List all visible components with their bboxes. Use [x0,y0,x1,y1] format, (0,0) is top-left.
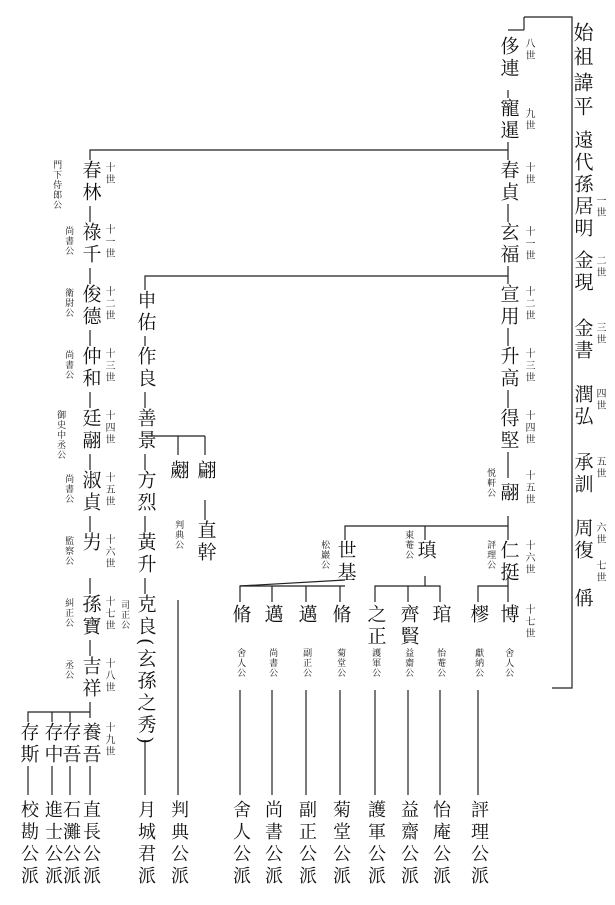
branch-7: 舍人公派 [230,800,251,888]
main-gen-5-name: 承訓 [571,452,594,496]
sixteenth-shiji: 世基 [334,540,357,584]
line2-gen15: 翮 [497,482,520,504]
main-gen-7-name: 偁 [571,588,594,610]
genealogy-chart: 始祖 諱平 遠代孫居明 一世 金現 二世 金書 三世 潤弘 四世 承訓 五世 周復 六世 偁 七世 侈連 八世 寵暹 九世 春貞 十世 玄福 十一世 宣用 十二世 升高 十三世 得堅 十四世 翮 十五世 悦軒公 春林 十世 門下侍郎公 祿千 十一世 尚書公 俊德 十二世 衛尉公 仲和 十三世 尚書公 廷翮 十四世 御史中丞公 淑貞 十五世 尚書公 屴 十六世 監察公 孫寶 十七世 糾正公 吉祥 十八世 丞公 養吾 十九世 存斯 存中 存吾 申佑 作良 善景 方烈 黃升 克良(玄孫之秀) 司正公 翽 判典公 翩 直幹 世基 松巖公 瑱 東菴公 仁挺 十六世 評理公 脩 舍人公 邁 尚書公 邁 副正公 脩 菊堂公 之正 護軍公 齊賢 益齋公 琯 怡菴公 樛 獻納公 博 十七世 舍人公 校勘公派 進士公派 石灘公派 直長公派 月城君派 判典公派 舍人公派 尚書公派 副正公派 菊堂公派 護軍公派 益齋公派 怡庵公派 評理公派 [0,0,615,905]
son-cunsi: 存斯 [17,722,40,766]
seventeenth-8: 樛 [467,604,490,626]
branch-6: 判典公派 [168,800,189,888]
seventeenth-9: 博 [497,604,520,626]
seventeenth-5: 之正 [364,604,387,648]
line2-gen11: 玄福 [497,222,520,266]
branch-12: 益齋公派 [398,800,419,888]
seventeenth-2: 邁 [261,604,284,626]
main-gen-1-label: 一世 [594,195,605,219]
split-chunlin [90,150,508,160]
left-gen15: 淑貞 [79,470,102,514]
seventeenth-4: 脩 [329,604,352,626]
mid-shanjing: 善景 [134,408,157,452]
founder-box-bracket [552,17,572,688]
seventeenth-3: 邁 [295,604,318,626]
left-gen17: 孫寶 [79,594,102,638]
branch-3: 石灘公派 [60,800,81,888]
mid-zuoliang: 作良 [134,346,157,390]
line2-gen12: 宣用 [497,284,520,328]
left-gen11: 祿千 [79,222,102,266]
son-cunwu: 存吾 [59,722,82,766]
branch-13: 怡庵公派 [430,800,451,888]
branch-1: 校勘公派 [18,800,39,888]
main-gen-2-name: 金現 [571,250,594,294]
branch-10: 菊堂公派 [330,800,351,888]
line2-gen13: 升高 [497,346,520,390]
left-gen18: 吉祥 [79,656,102,700]
seventeenth-7: 琯 [429,604,452,626]
left-gen10: 春林 [79,160,102,204]
split-shenyou [145,276,508,290]
main-gen-3-name: 金書 [571,318,594,362]
mid-keliang: 克良(玄孫之秀) [134,594,157,747]
seventeenth-1: 脩 [229,604,252,626]
mid-fanglie: 方烈 [134,470,157,514]
zhi-gan: 直幹 [194,520,217,564]
branch-8: 尚書公派 [262,800,283,888]
branch-11: 護軍公派 [365,800,386,888]
main-gen-6-name: 周復 [571,518,594,562]
seventeenth-6: 齊賢 [397,604,420,648]
founder-name: 諱平 [570,72,594,120]
left-gen14: 廷翮 [79,408,102,452]
mid-shenyou: 申佑 [134,290,157,334]
branch-5: 月城君派 [135,800,156,888]
left-gen16: 屴 [79,532,102,554]
mid-huangsheng: 黃升 [134,532,157,576]
main-gen-4-name: 潤弘 [571,384,594,428]
branch-2: 進士公派 [42,800,63,888]
line2-gen14: 得堅 [497,408,520,452]
line2-gen10: 春貞 [497,160,520,204]
son-cunzhong: 存中 [41,722,64,766]
main-gen-1-name: 遠代孫居明 [571,130,594,240]
sixteenth-renting: 仁挺 [497,540,520,584]
founder-label: 始祖 [570,22,594,70]
mid-son-1: 翽 [167,460,190,482]
sixteenth-tian: 瑱 [414,540,437,562]
left-gen19: 養吾 [79,722,102,766]
branch-4: 直長公派 [80,800,101,888]
branch-9: 副正公派 [296,800,317,888]
branch-14: 評理公派 [468,800,489,888]
left-gen13: 仲和 [79,346,102,390]
line2-gen8: 侈連 [497,36,520,80]
mid-son-2: 翩 [194,460,217,482]
left-gen12: 俊德 [79,284,102,328]
line2-gen9: 寵暹 [497,98,520,142]
